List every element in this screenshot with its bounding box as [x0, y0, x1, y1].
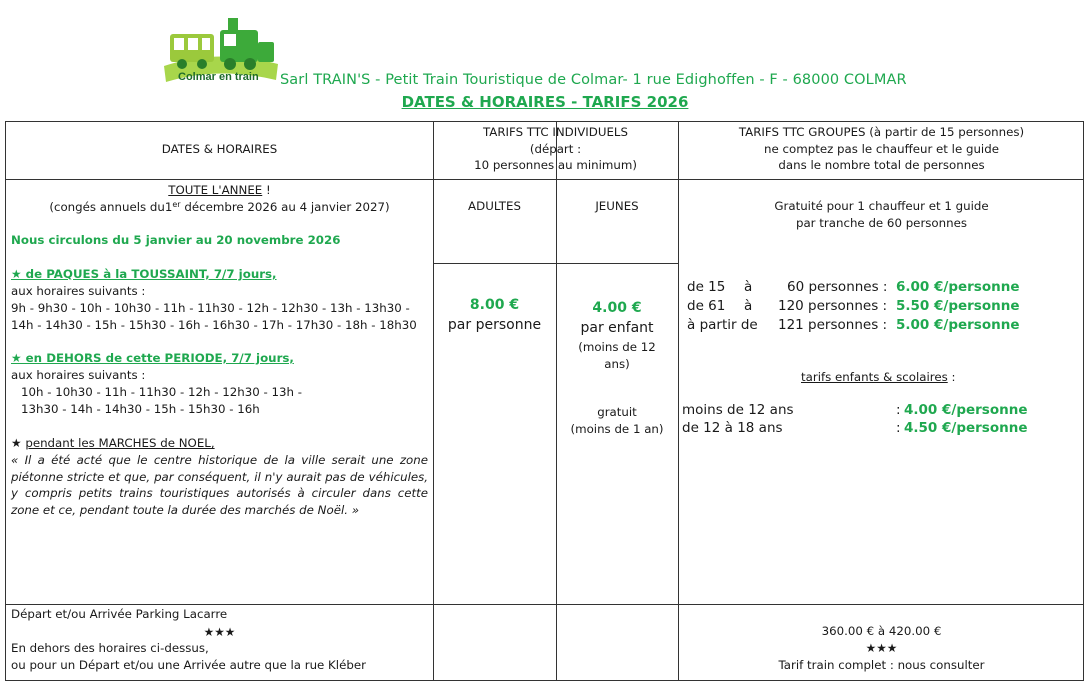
- horaires-label-2: aux horaires suivants :: [11, 368, 146, 382]
- times-2a: 10h - 10h30 - 11h - 11h30 - 12h - 12h30 - 13h -: [21, 385, 302, 399]
- header-dates: DATES & HORAIRES: [161, 142, 278, 156]
- jeunes-unit: par enfant: [580, 320, 654, 336]
- tier-price: 5.50 €/personne: [896, 298, 1020, 314]
- tier-price: 5.00 €/personne: [896, 317, 1020, 333]
- times-1b: 14h - 14h30 - 15h - 15h30 - 16h - 16h30 - 17h - 17h30 - 18h - 18h30: [11, 318, 417, 332]
- divider: [433, 263, 678, 264]
- parking-lacarre: Départ et/ou Arrivée Parking Lacarre: [11, 607, 228, 621]
- paques-period: ★ de PAQUES à la TOUSSAINT, 7/7 jours,: [11, 267, 277, 281]
- dehors-period: ★ en DEHORS de cette PERIODE, 7/7 jours,: [11, 351, 294, 365]
- toute-annee: TOUTE L'ANNEE !: [168, 183, 271, 197]
- jeunes-header: JEUNES: [595, 199, 639, 213]
- train-complet-note: Tarif train complet : nous consulter: [778, 658, 985, 672]
- times-2b: 13h30 - 14h - 14h30 - 15h - 15h30 - 16h: [21, 402, 260, 416]
- tier-price: 6.00 €/personne: [896, 279, 1020, 295]
- tier-row: à: [744, 298, 753, 314]
- noel-period: ★ pendant les MARCHES de NOEL,: [11, 436, 215, 450]
- header-groups: TARIFS TTC GROUPES (à partir de 15 personnes) ne comptez pas le chauffeur et le guide dans le nombre total de personnes: [738, 125, 1025, 172]
- tier-row: 120 personnes :: [778, 298, 888, 314]
- tier-row: à: [744, 279, 753, 295]
- adultes-unit: par personne: [447, 317, 542, 333]
- tier-row: 121 personnes :: [778, 317, 888, 333]
- divider: [6, 179, 1083, 180]
- colmar-en-train-logo: [158, 8, 283, 90]
- enfants-price: 4.50 €/personne: [904, 420, 1028, 436]
- enfants-row: de 12 à 18 ans: [682, 420, 783, 436]
- tier-row: de 61: [687, 298, 726, 314]
- conges: (congés annuels du1er décembre 2026 au 4 janvier 2027): [49, 200, 390, 214]
- jeunes-free-age: (moins de 1 an): [570, 422, 664, 436]
- noel-quote: « Il a été acté que le centre historique de la ville serait une zone piétonne stricte et que, par conséquent, il n'y aurait pas de véhicules, y compris petits trains touristiques autorisés à circuler dans cette zone et ce, pendant toute la durée des marchés de Noël. »: [11, 453, 428, 517]
- jeunes-price: 4.00 €: [592, 300, 642, 316]
- jeunes-age: (moins de 12 ans): [578, 340, 656, 371]
- tier-row: 60 personnes :: [787, 279, 888, 295]
- horaires-label-1: aux horaires suivants :: [11, 284, 146, 298]
- tier-row: à partir de: [687, 317, 758, 333]
- enfants-row: moins de 12 ans: [682, 402, 794, 418]
- adultes-price: 8.00 €: [469, 297, 520, 313]
- stars-left: ★★★: [203, 625, 236, 639]
- adultes-header: ADULTES: [468, 199, 521, 213]
- enfants-price: 4.00 €/personne: [904, 402, 1028, 418]
- stars-right: ★★★: [865, 641, 898, 655]
- page-title: DATES & HORAIRES - TARIFS 2026: [401, 93, 689, 111]
- enfants-row: :: [896, 420, 901, 436]
- gratuite-1: Gratuité pour 1 chauffeur et 1 guide: [774, 199, 989, 213]
- tier-row: de 15: [687, 279, 726, 295]
- times-1a: 9h - 9h30 - 10h - 10h30 - 11h - 11h30 - 12h - 12h30 - 13h - 13h30 -: [11, 301, 410, 315]
- enfants-row: :: [896, 402, 901, 418]
- company-line: Sarl TRAIN'S - Petit Train Touristique de Colmar- 1 rue Edighoffen - F - 68000 COLMAR: [280, 72, 907, 88]
- tariff-table: [5, 121, 1084, 681]
- svg-text:Colmar en train: Colmar en train: [178, 71, 259, 83]
- train-complet-price: 360.00 € à 420.00 €: [821, 624, 942, 638]
- gratuite-2: par tranche de 60 personnes: [795, 216, 968, 230]
- bottom-left-3: ou pour un Départ et/ou une Arrivée autre que la rue Kléber: [11, 658, 366, 672]
- header-individual: TARIFS TTC INDIVIDUELS (départ : 10 personnes au minimum): [474, 125, 637, 172]
- jeunes-free: gratuit: [597, 405, 637, 419]
- enfants-title: tarifs enfants & scolaires :: [801, 370, 956, 384]
- circulons: Nous circulons du 5 janvier au 20 novembre 2026: [11, 233, 341, 247]
- bottom-left-2: En dehors des horaires ci-dessus,: [11, 641, 209, 655]
- divider: [6, 604, 1083, 605]
